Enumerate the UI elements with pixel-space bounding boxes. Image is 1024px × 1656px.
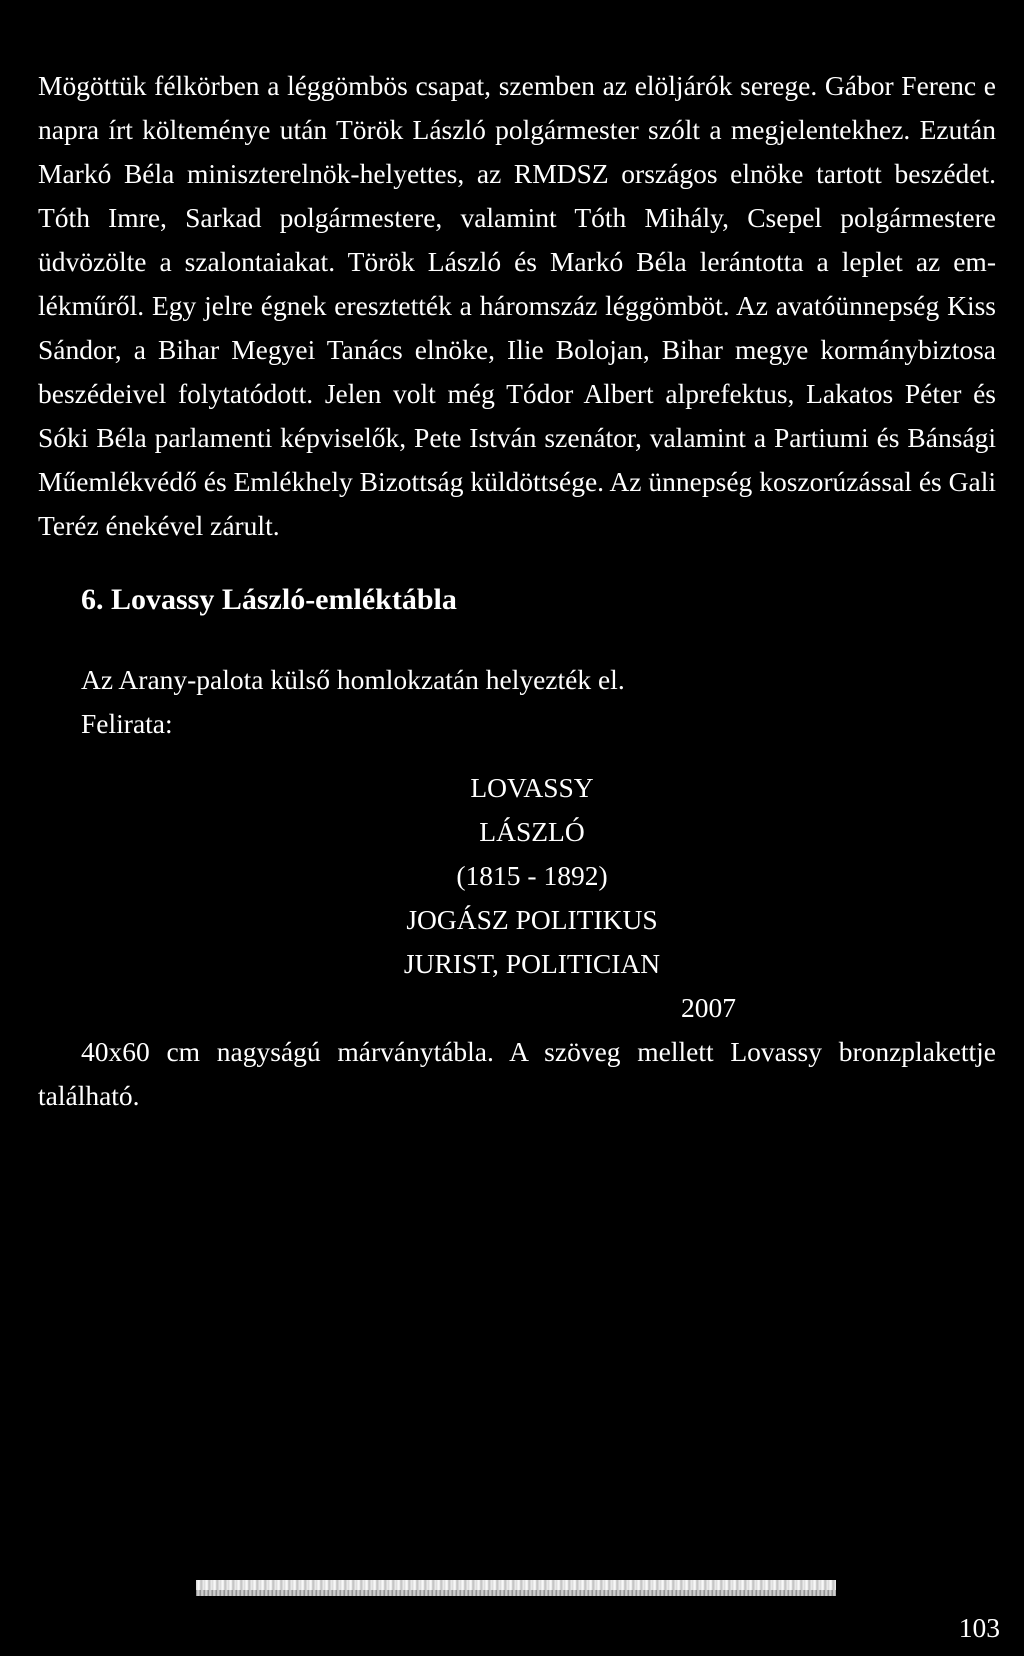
inscription-line-name: LOVASSY — [470, 772, 594, 803]
page-content — [38, 64, 996, 1118]
inscription-line-firstname: LÁSZLÓ — [479, 816, 585, 847]
inscription-line-dates: (1815 - 1892) — [456, 860, 608, 891]
plaque-description: 40x60 cm nagyságú márványtábla. A szöveg mellett Lovassy bronzplakettje található. — [38, 1036, 996, 1111]
plaque-inscription — [38, 766, 996, 1030]
scan-artifact-bar — [196, 1580, 836, 1596]
inscription-label: Felirata: — [81, 708, 173, 739]
inscription-year: 2007 — [681, 992, 736, 1023]
plaque-location: Az Arany-palota külső homlokzatán helyezték el. — [81, 664, 625, 695]
plaque-location-text — [81, 658, 996, 746]
page-number: 103 — [958, 1612, 1000, 1643]
inscription-line-hungarian: JOGÁSZ POLITIKUS — [406, 904, 658, 935]
section-heading: 6. Lovassy László-emléktábla — [81, 583, 457, 616]
inscription-line-english: JURIST, POLITICIAN — [403, 948, 661, 979]
body-paragraph: Mögöttük félkörben a léggömbös csapat, szemben az elöljárók serege. Gábor Ferenc e napra írt költeménye után Török László polgármester szólt a megjelentekhez. Ezután Markó Béla miniszterelnök-helyettes, az RMDSZ országos elnöke tartott beszédet. Tóth Imre, Sarkad polgármestere, valamint Tóth Mihály, Csepel polgármestere üdvözölte a szalontaiakat. Török László és Markó Béla lerántotta a leplet az emlékműről. Egy jelre égnek eresztették a háromszáz léggömböt. Az avatóünnepség Kiss Sándor, a Bihar Megyei Tanács elnöke, Ilie Bolojan, Bihar megye kormánybiztosa beszédeivel folytatódott. Jelen volt még Tódor Albert alprefektus, Lakatos Péter és Sóki Béla parlamenti képviselők, Pete István szenátor, valamint a Partiumi és Bánsági Műemlékvédő és Emlékhely Bizottság küldöttsége. Az ünnepség koszorúzással és Gali Teréz énekével zárult. — [38, 70, 996, 541]
